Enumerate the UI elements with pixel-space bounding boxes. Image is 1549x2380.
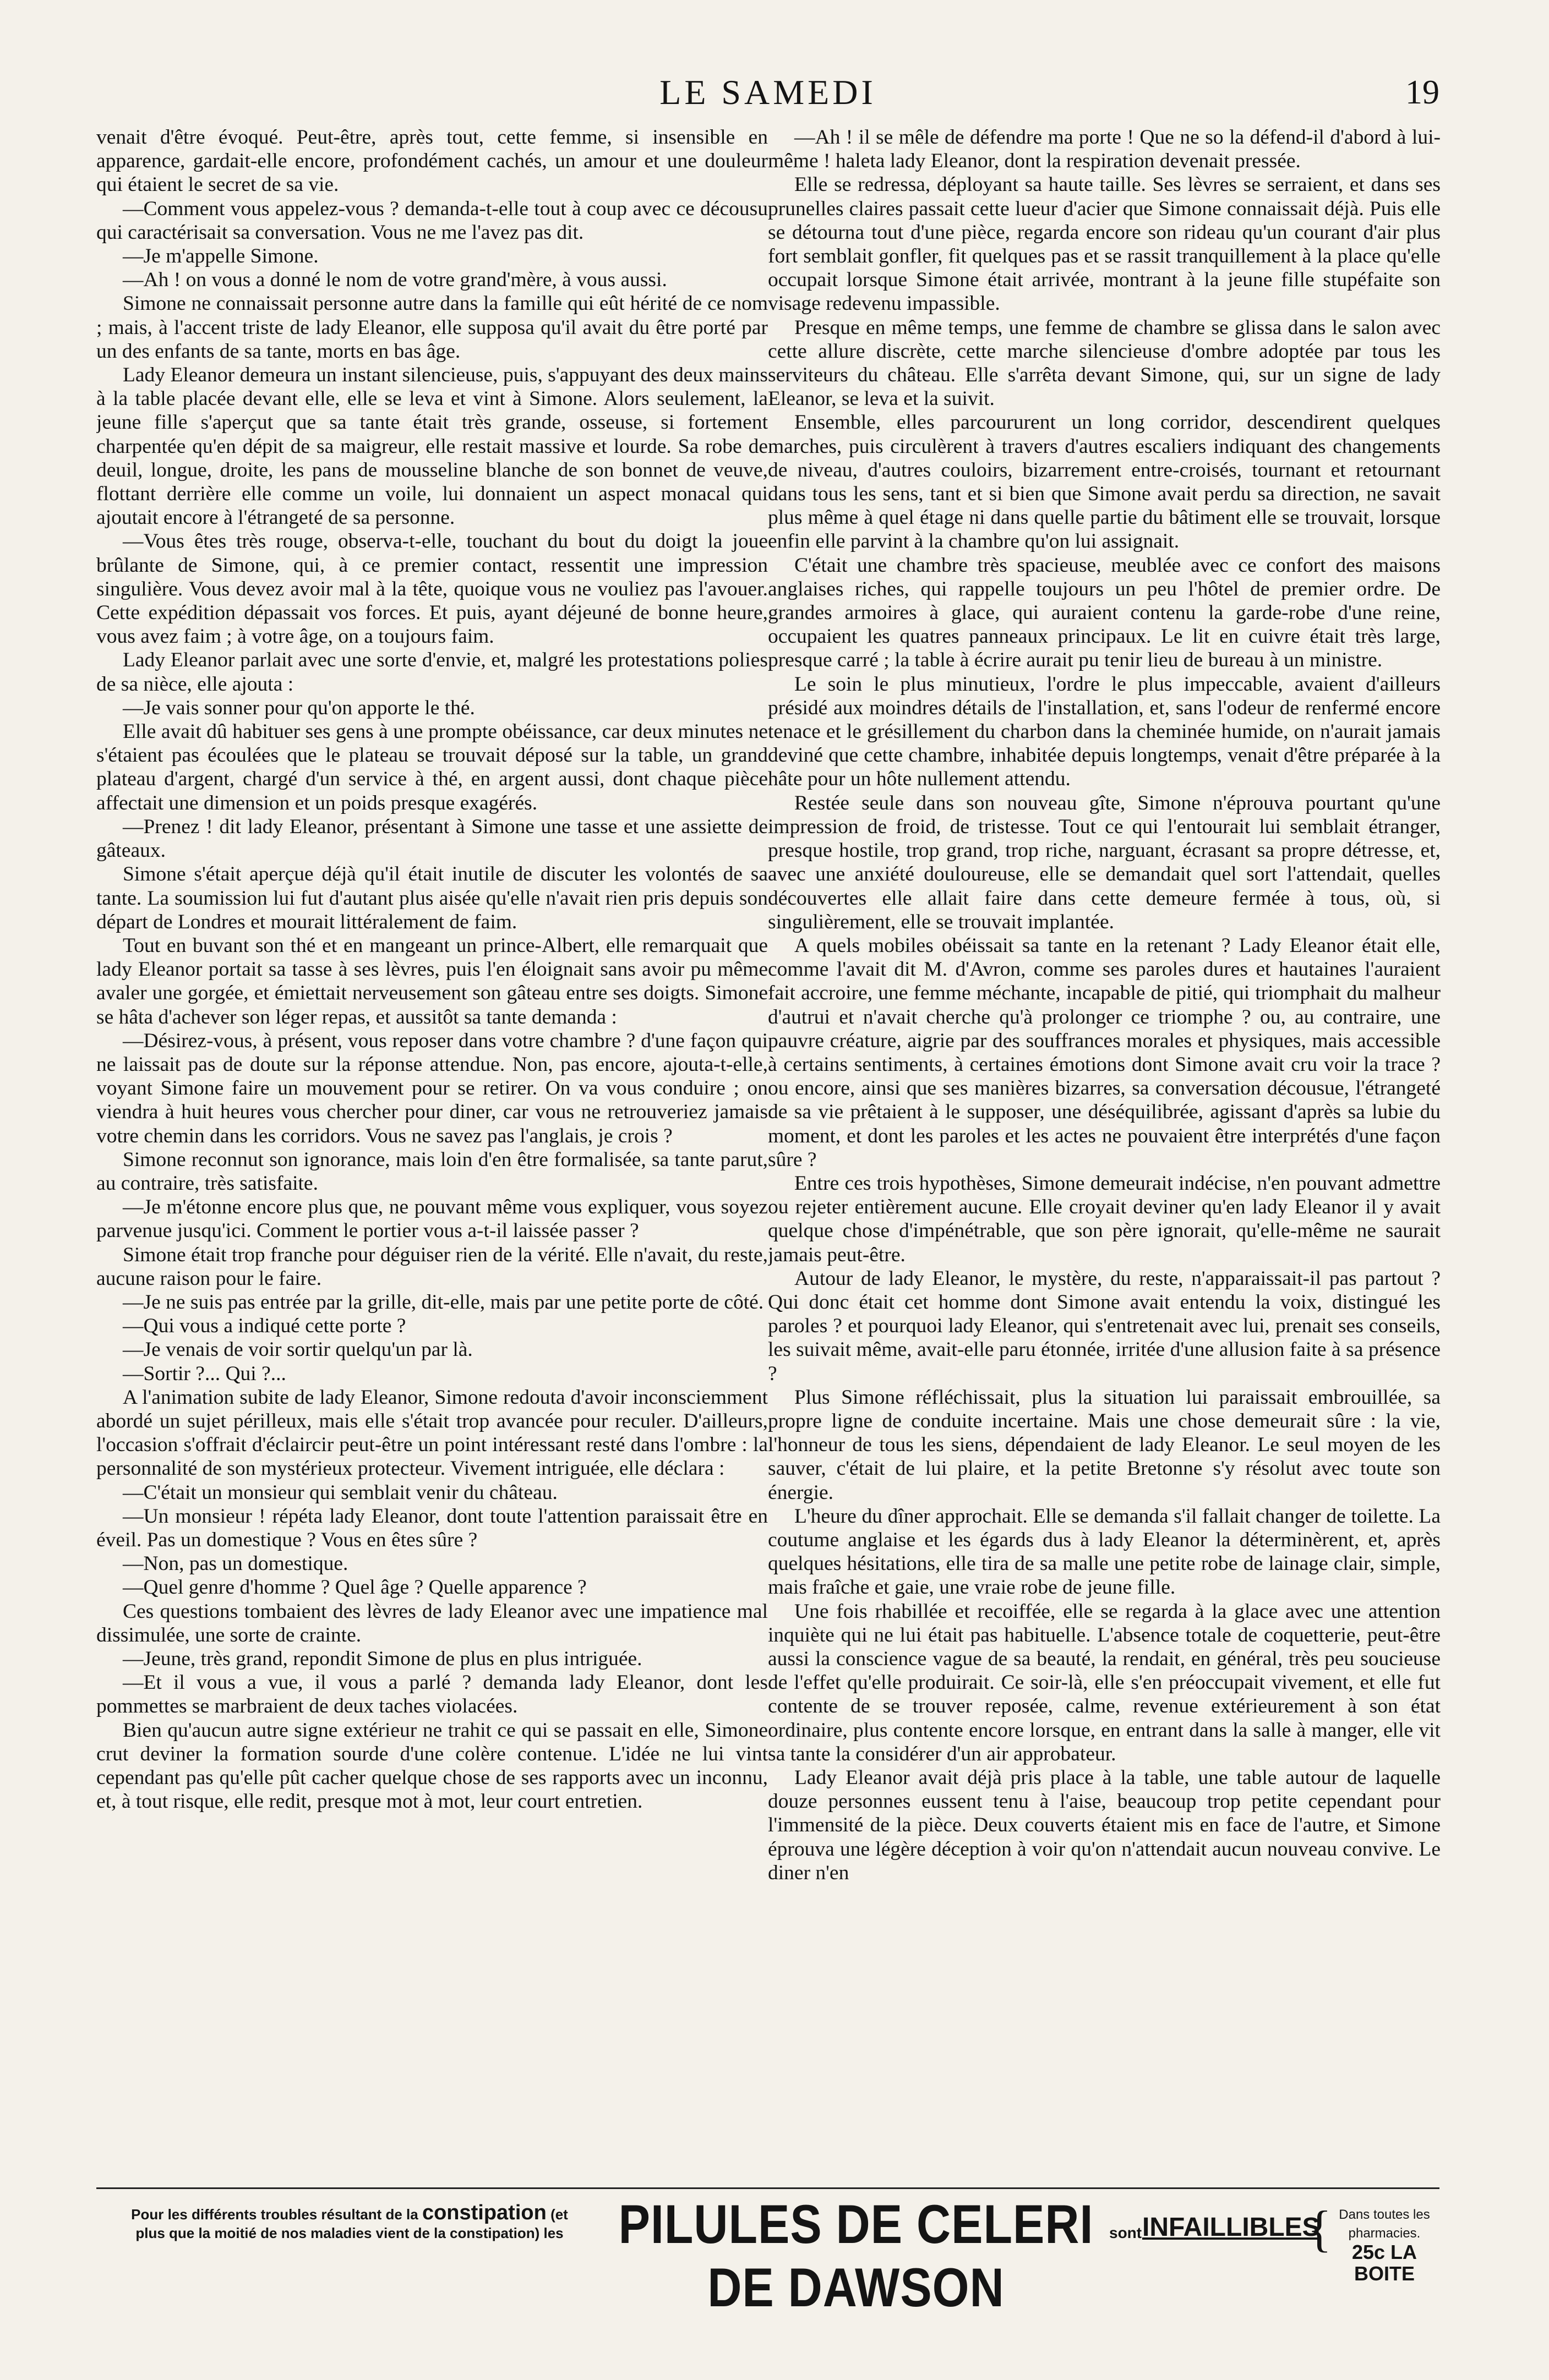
paragraph: —Qui vous a indiqué cette porte ? bbox=[123, 1315, 406, 1338]
paragraph: Simone était trop franche pour déguiser rien de la vérité. Elle n'avait, du reste, aucune raison pour le faire. bbox=[96, 1243, 768, 1290]
ad-brace: { bbox=[1307, 2201, 1332, 2257]
paragraph: Lady Eleanor avait déjà pris place à la table, une table autour de laquelle douze personnes eussent tenu à l'aise, beaucoup trop petite cependant pour l'immensité de la pièce. Deux couverts étaient mis en face de l'autre, et Simone éprouva une légère déception à voir qu'on n'attendait aucun nouveau convive. Le diner n'en bbox=[768, 1766, 1441, 1884]
ad-intro-suffix: (et bbox=[550, 2206, 568, 2223]
ad-intro-prefix: Pour les différents troubles résultant de la bbox=[131, 2206, 418, 2223]
paragraph: —Je venais de voir sortir quelqu'un par là. bbox=[123, 1338, 473, 1361]
page-header bbox=[96, 70, 1439, 114]
paragraph: —Quel genre d'homme ? Quel âge ? Quelle apparence ? bbox=[123, 1576, 587, 1599]
paragraph: Restée seule dans son nouveau gîte, Simone n'éprouva pourtant qu'une impression de froid, de tristesse. Tout ce qui l'entourait lui semblait étranger, presque hostile, trop grand, trop riche, narguant, écrasant sa propre détresse, et, avec une anxiété douloureuse, elle se demandait quel sort l'attendait, quelles découvertes elle allait faire dans cette demeure fermée à tous, où, si singulièrement, elle se trouvait implantée. bbox=[768, 791, 1441, 933]
paragraph: Bien qu'aucun autre signe extérieur ne trahit ce qui se passait en elle, Simone crut deviner la formation sourde d'une colère contenue. L'idée ne lui vint cependant pas qu'elle pût cacher quelque chose de ses rapports avec un inconnu, et, à tout risque, elle redit, presque mot à mot, leur court entretien. bbox=[96, 1719, 768, 1813]
paragraph: Ensemble, elles parcoururent un long corridor, descendirent quelques marches, puis circulèrent à travers d'autres escaliers indiquant des changements de niveau, d'autres couloirs, bizarrement entre-croisés, tournant et retournant dans tous les sens, tant et si bien que Simone avait perdu sa direction, ne savait plus même à quel étage ni dans quelle partie du bâtiment elle se trouvait, lorsque enfin elle parvint à la chambre qu'on lui assignait. bbox=[768, 411, 1441, 553]
paragraph: —Vous êtes très rouge, observa-t-elle, touchant du bout du doigt la joue brûlante de Simone, qui, à ce premier contact, ressentit une impression singulière. Vous devez avoir mal à la tête, quoique vous ne vouliez pas l'avouer. Cette expédition dépassait vos forces. Et puis, ayant déjeuné de bonne heure, vous avez faim ; à votre âge, on a toujours faim. bbox=[96, 530, 768, 648]
paragraph: —Prenez ! dit lady Eleanor, présentant à Simone une tasse et une assiette de gâteaux. bbox=[96, 815, 768, 862]
paragraph: —Désirez-vous, à présent, vous reposer dans votre chambre ? d'une façon qui ne laissait pas de doute sur la réponse attendue. Non, pas encore, ajouta-t-elle, voyant Simone faire un mouvement pour se retirer. On va vous conduire ; on viendra à huit heures vous chercher pour diner, car vous ne retrouveriez jamais votre chemin dans les corridors. Vous ne savez pas l'anglais, je crois ? bbox=[96, 1029, 768, 1147]
paragraph: A quels mobiles obéissait sa tante en la retenant ? Lady Eleanor était elle, comme l'avait dit M. d'Avron, comme ses paroles dures et hautaines l'auraient fait accroire, une femme méchante, incapable de pitié, qui triomphait du malheur d'autrui et n'avait cherche qu'à prolonger ce triomphe ? ou, au contraire, une pauvre créature, aigrie par des souffrances morales et physiques, mais accessible à certains sentiments, à certaines émotions dont Simone avait cru voir la trace ? ou encore, ainsi que ses manières bizarres, sa conversation décousue, l'étrangeté de sa vie prêtaient à le supposer, une déséquilibrée, agissant d'après sa lubie du moment, et dont les paroles et les actes ne pouvaient être interprétés d'une façon sûre ? bbox=[768, 934, 1441, 1171]
advertisement-banner bbox=[96, 2194, 1439, 2318]
paragraph: Lady Eleanor parlait avec une sorte d'envie, et, malgré les protestations polies de sa nièce, elle ajouta : bbox=[96, 649, 768, 696]
paragraph: Lady Eleanor demeura un instant silencieuse, puis, s'appuyant des deux mains à la table placée devant elle, elle se leva et vint à Simone. Alors seulement, la jeune fille s'aperçut que sa tante était très grande, osseuse, si fortement charpentée qu'en dépit de sa maigreur, elle restait massive et lourde. Sa robe de deuil, longue, droite, les pans de mousseline blanche de son bonnet de veuve, flottant derrière elle comme un voile, lui donnaient un aspect monacal qui ajoutait encore à l'étrangeté de sa personne. bbox=[96, 364, 768, 529]
paragraph: —Ah ! on vous a donné le nom de votre grand'mère, à vous aussi. bbox=[123, 269, 667, 292]
paragraph: Simone s'était aperçue déjà qu'il était inutile de discuter les volontés de sa tante. La soumission lui fut d'autant plus aisée qu'elle n'avait rien pris depuis son départ de Londres et mourait littéralement de faim. bbox=[96, 863, 768, 933]
left-column bbox=[96, 125, 768, 2184]
paragraph: C'était une chambre très spacieuse, meublée avec ce confort des maisons anglaises riches, qui rappelle toujours un peu l'hôtel de premier ordre. De grandes armoires à glace, qui auraient contenu la garde-robe d'une reine, occupaient les quatres panneaux principaux. Le lit en cuivre était très large, presque carré ; la table à écrire aurait pu tenir lieu de bureau à un ministre. bbox=[768, 554, 1441, 672]
paragraph: —Je m'appelle Simone. bbox=[123, 245, 319, 268]
paragraph: Simone ne connaissait personne autre dans la famille qui eût hérité de ce nom ; mais, à l'accent triste de lady Eleanor, elle supposa qu'il avait du être porté par un des enfants de sa tante, morts en bas âge. bbox=[96, 292, 768, 363]
paragraph: —Non, pas un domestique. bbox=[123, 1552, 348, 1575]
page-number: 19 bbox=[1405, 74, 1439, 111]
ad-intro-line2: plus que la moitié de nos maladies vient de la constipation) les bbox=[135, 2225, 564, 2241]
paragraph: Entre ces trois hypothèses, Simone demeurait indécise, n'en pouvant admettre ou rejeter entièrement aucune. Elle croyait deviner qu'en lady Eleanor il y avait quelque chose d'impénétrable, que son père ignorait, qu'elle-même ne saurait jamais peut-être. bbox=[768, 1172, 1441, 1266]
ad-pharmacies: Dans toutes les pharmacies. bbox=[1339, 2207, 1430, 2241]
right-column bbox=[768, 125, 1441, 2184]
paragraph: Une fois rhabillée et recoiffée, elle se regarda à la glace avec une attention inquiète qui ne lui était pas habituelle. L'absence totale de coquetterie, peut-être aussi la conscience vague de sa beauté, la rendait, en général, très peu soucieuse de l'effet qu'elle produirait. Ce soir-là, elle s'en préoccupait vivement, et elle fut contente de se trouver reposée, calme, revenue extérieurement à son état ordinaire, plus contente encore lorsque, en entrant dans la salle à manger, elle vit sa tante la considérer d'un air approbateur. bbox=[768, 1600, 1441, 1765]
paragraph: —Ah ! il se mêle de défendre ma porte ! Que ne so la défend-il d'abord à lui-même ! haleta lady Eleanor, dont la respiration devenait pressée. bbox=[768, 126, 1441, 173]
paragraph: —C'était un monsieur qui semblait venir du château. bbox=[123, 1481, 558, 1504]
ad-claim: INFAILLIBLES bbox=[1142, 2213, 1320, 2242]
footer-divider bbox=[96, 2187, 1439, 2189]
paragraph: Le soin le plus minutieux, l'ordre le plus impeccable, avaient d'ailleurs présidé aux moindres détails de l'installation, et, sans l'odeur de renfermé encore tenace et le grésillement du charbon dans la cheminée humide, on n'aurait jamais deviné que cette chambre, inhabitée depuis longtemps, venait d'être préparée à la hâte pour un hôte nullement attendu. bbox=[768, 672, 1441, 791]
paragraph: —Je m'étonne encore plus que, ne pouvant même vous expliquer, vous soyez parvenue jusqu'ici. Comment le portier vous a-t-il laissée passer ? bbox=[96, 1196, 768, 1243]
paragraph: —Comment vous appelez-vous ? demanda-t-elle tout à coup avec ce décousu qui caractérisait sa conversation. Vous ne me l'avez pas dit. bbox=[96, 197, 768, 244]
ad-brand-name: PILULES DE CELERI DE DAWSON bbox=[618, 2194, 1094, 2318]
ad-price: 25c LA BOITE bbox=[1351, 2241, 1417, 2285]
paragraph: —Jeune, très grand, repondit Simone de plus en plus intriguée. bbox=[123, 1648, 642, 1670]
paragraph: —Et il vous a vue, il vous a parlé ? demanda lady Eleanor, dont les pommettes se marbraient de deux taches violacées. bbox=[96, 1671, 768, 1718]
publication-title: LE SAMEDI bbox=[659, 73, 876, 112]
paragraph: Autour de lady Eleanor, le mystère, du reste, n'apparaissait-il pas partout ? Qui donc était cet homme dont Simone avait entendu la voix, distingué les paroles ? et pourquoi lady Eleanor, qui s'entretenait avec lui, prenait ses conseils, les suivait même, avait-elle paru étonnée, irritée d'une allusion faite à sa présence ? bbox=[768, 1267, 1441, 1385]
paragraph: L'heure du dîner approchait. Elle se demanda s'il fallait changer de toilette. La coutume anglaise et les égards dus à lady Eleanor la déterminèrent, et, après quelques hésitations, elle tira de sa malle une petite robe de lainage clair, simple, mais fraîche et gaie, une vraie robe de jeune fille. bbox=[768, 1504, 1441, 1599]
paragraph: Elle avait dû habituer ses gens à une prompte obéissance, car deux minutes ne s'étaient pas écoulées que le plateau se trouvait déposé sur la table, un grand plateau d'argent, chargé d'un service à thé, en argent aussi, dont chaque pièce affectait une dimension et un poids presque exagérés. bbox=[96, 720, 768, 814]
paragraph: A l'animation subite de lady Eleanor, Simone redouta d'avoir inconsciemment abordé un sujet périlleux, mais elle s'était trop avancée pour reculer. D'ailleurs, l'occasion s'offrait d'éclaircir peut-être un point intéressant resté dans l'ombre : la personnalité de son mystérieux protecteur. Vivement intriguée, elle déclara : bbox=[96, 1386, 768, 1480]
paragraph: Tout en buvant son thé et en mangeant un prince-Albert, elle remarquait que lady Eleanor portait sa tasse à ses lèvres, puis l'en éloignait sans avoir pu même avaler une gorgée, et émiettait nerveusement son gâteau entre ses doigts. Simone se hâta d'achever son léger repas, et aussitôt sa tante demanda : bbox=[96, 934, 768, 1028]
ad-sont: sont bbox=[1109, 2224, 1142, 2241]
paragraph: —Sortir ?... Qui ?... bbox=[123, 1362, 286, 1385]
ad-keyword: constipation bbox=[422, 2201, 547, 2224]
paragraph: Ces questions tombaient des lèvres de lady Eleanor avec une impatience mal dissimulée, une sorte de crainte. bbox=[96, 1600, 768, 1646]
paragraph: Plus Simone réfléchissait, plus la situation lui paraissait embrouillée, sa propre ligne de conduite incertaine. Mais une chose demeurait sûre : la vie, l'honneur de tous les siens, dépendaient de lady Eleanor. Le seul moyen de les sauver, c'était de lui plaire, et la petite Bretonne s'y résolut avec toute son énergie. bbox=[768, 1386, 1441, 1504]
paragraph: Presque en même temps, une femme de chambre se glissa dans le salon avec cette allure discrète, cette marche silencieuse d'ombre adoptée par tous les serviteurs du château. Elle s'arrêta devant Simone, qui, sur un signe de lady Eleanor, se leva et la suivit. bbox=[768, 316, 1441, 411]
paragraph: —Un monsieur ! répéta lady Eleanor, dont toute l'attention paraissait être en éveil. Pas un domestique ? Vous en êtes sûre ? bbox=[96, 1504, 768, 1551]
paragraph: Simone reconnut son ignorance, mais loin d'en être formalisée, sa tante parut, au contraire, très satisfaite. bbox=[96, 1148, 768, 1195]
paragraph: —Je ne suis pas entrée par la grille, dit-elle, mais par une petite porte de côté. bbox=[123, 1290, 764, 1314]
ad-intro-text bbox=[96, 2203, 603, 2242]
paragraph: —Je vais sonner pour qu'on apporte le thé. bbox=[123, 696, 475, 719]
paragraph: venait d'être évoqué. Peut-être, après tout, cette femme, si insensible en apparence, gardait-elle encore, profondément cachés, un amour et une douleur qui étaient le secret de sa vie. bbox=[96, 126, 768, 196]
ad-availability bbox=[1329, 2206, 1439, 2286]
paragraph: Elle se redressa, déployant sa haute taille. Ses lèvres se serraient, et dans ses prunelles claires passait cette lueur d'acier que Simone connaissait déjà. Puis elle se détourna tout d'une pièce, regarda encore son rideau qu'un courant d'air plus fort semblait gonfler, fit quelques pas et se rassit tranquillement à la place qu'elle occupait lorsque Simone était arrivée, montrant à la jeune fille stupéfaite son visage redevenu impassible. bbox=[768, 173, 1441, 315]
